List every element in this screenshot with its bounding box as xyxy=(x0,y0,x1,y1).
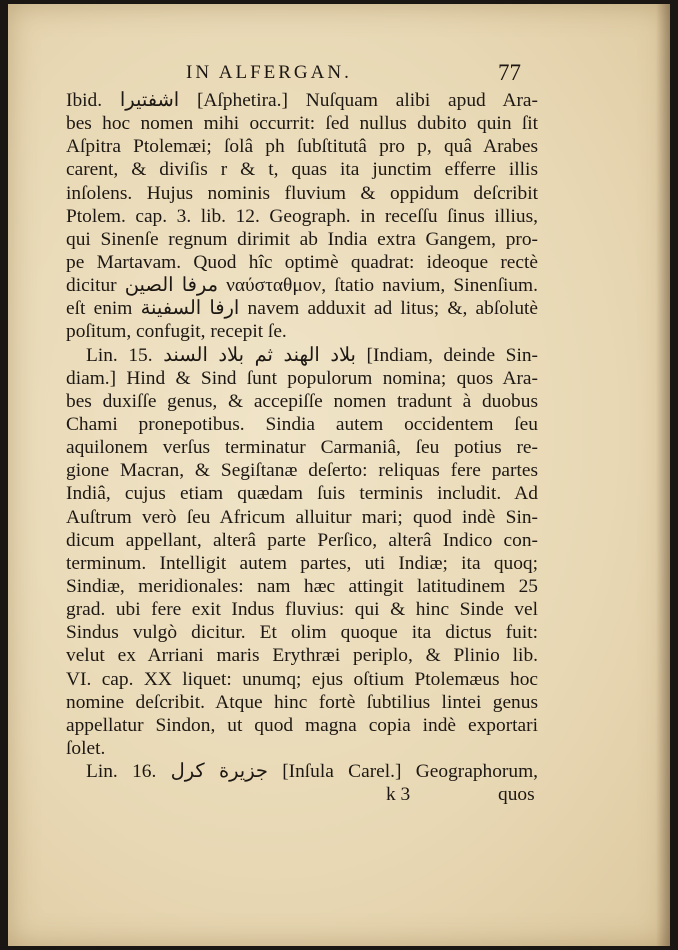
text-line: Indiâ, cujus etiam quædam ſuis terminis includit. Ad xyxy=(66,483,538,505)
text-line: VI. cap. XX liquet: unumq; ejus oſtium Ptolemæus hoc xyxy=(66,668,538,690)
text-line: Ibid. اشفتيرا [Aſphetira.] Nuſquam alibi apud Ara- xyxy=(66,90,538,111)
text-line: Lin. 16. جزيرة كرل [Inſula Carel.] Geographorum, xyxy=(86,761,539,783)
text-line: inſolens. Hujus nominis fluvium & oppidum deſcribit xyxy=(66,182,538,204)
text-line: bes duxiſſe genus, & accepiſſe nomen tradunt à duobus xyxy=(66,390,538,412)
text-line: appellatur Sindon, ut quod magna copia indè exportari xyxy=(66,714,538,736)
signature-mark: k 3 xyxy=(386,784,411,806)
running-head: IN ALFERGAN. xyxy=(186,62,352,83)
body-text xyxy=(66,89,538,806)
text-line: pe Martavam. Quod hîc optimè quadrat: ideoque rectè xyxy=(66,251,538,273)
text-line: Chami pronepotibus. Sindia autem occidentem ſeu xyxy=(66,413,538,435)
text-line: carent, & diviſis r & t, quas ita junctim efferre illis xyxy=(66,159,538,181)
page-footer xyxy=(66,783,538,806)
page-header xyxy=(8,62,670,92)
text-line: ſolet. xyxy=(66,737,106,759)
text-line: gione Macran, & Segiſtanæ deſerto: reliquas fere partes xyxy=(66,460,538,482)
text-line: poſitum, confugit, recepit ſe. xyxy=(66,321,287,343)
text-line: diam.] Hind & Sind ſunt populorum nomina; quos Ara- xyxy=(66,367,538,389)
text-line: Sindus vulgò dicitur. Et olim quoque ita dictus fuit: xyxy=(66,622,538,644)
text-line: nomine deſcribit. Atque hinc fortè ſubtilius lintei genus xyxy=(66,691,538,713)
text-line: dicum appellant, alterâ parte Perſico, alterâ Indico con- xyxy=(66,529,538,551)
book-page xyxy=(8,4,670,946)
text-line: aquilonem verſus terminatur Carmaniâ, ſeu potius re- xyxy=(66,437,538,459)
text-line: Aſpitra Ptolemæi; ſolâ ph ſubſtitutâ pro p, quâ Arabes xyxy=(66,136,538,158)
text-line: Lin. 15. بلاد الهند ثم بلاد السند [Indiam, deinde Sin- xyxy=(86,344,538,366)
text-line: velut ex Arriani maris Erythræi periplo, & Plinio lib. xyxy=(66,645,538,667)
text-line: dicitur مرفا الصين ναύσταθμον, ſtatio navium, Sinenſium. xyxy=(66,275,538,297)
page-number: 77 xyxy=(498,60,521,85)
catchword: quos xyxy=(498,784,535,806)
gutter-shadow xyxy=(656,4,670,946)
text-line: terminum. Intelligit autem partes, uti Indiæ; ita quoq; xyxy=(66,552,538,574)
text-line: qui Sinenſe regnum dirimit ab India extra Gangem, pro- xyxy=(66,228,538,250)
text-line: eſt enim ارفا السفينة navem adduxit ad litus; &, abſolutè xyxy=(66,298,539,320)
text-line: Sindiæ, meridionales: nam hæc attingit latitudinem 25 xyxy=(66,575,538,597)
text-line: Auſtrum verò ſeu Africum alluitur mari; quod indè Sin- xyxy=(66,506,538,528)
text-line: grad. ubi fere exit Indus fluvius: qui & hinc Sinde vel xyxy=(66,599,538,621)
text-line: bes hoc nomen mihi occurrit: ſed nullus dubito quin ſit xyxy=(66,113,538,135)
text-line: Ptolem. cap. 3. lib. 12. Geograph. in receſſu ſinus illius, xyxy=(66,205,538,227)
